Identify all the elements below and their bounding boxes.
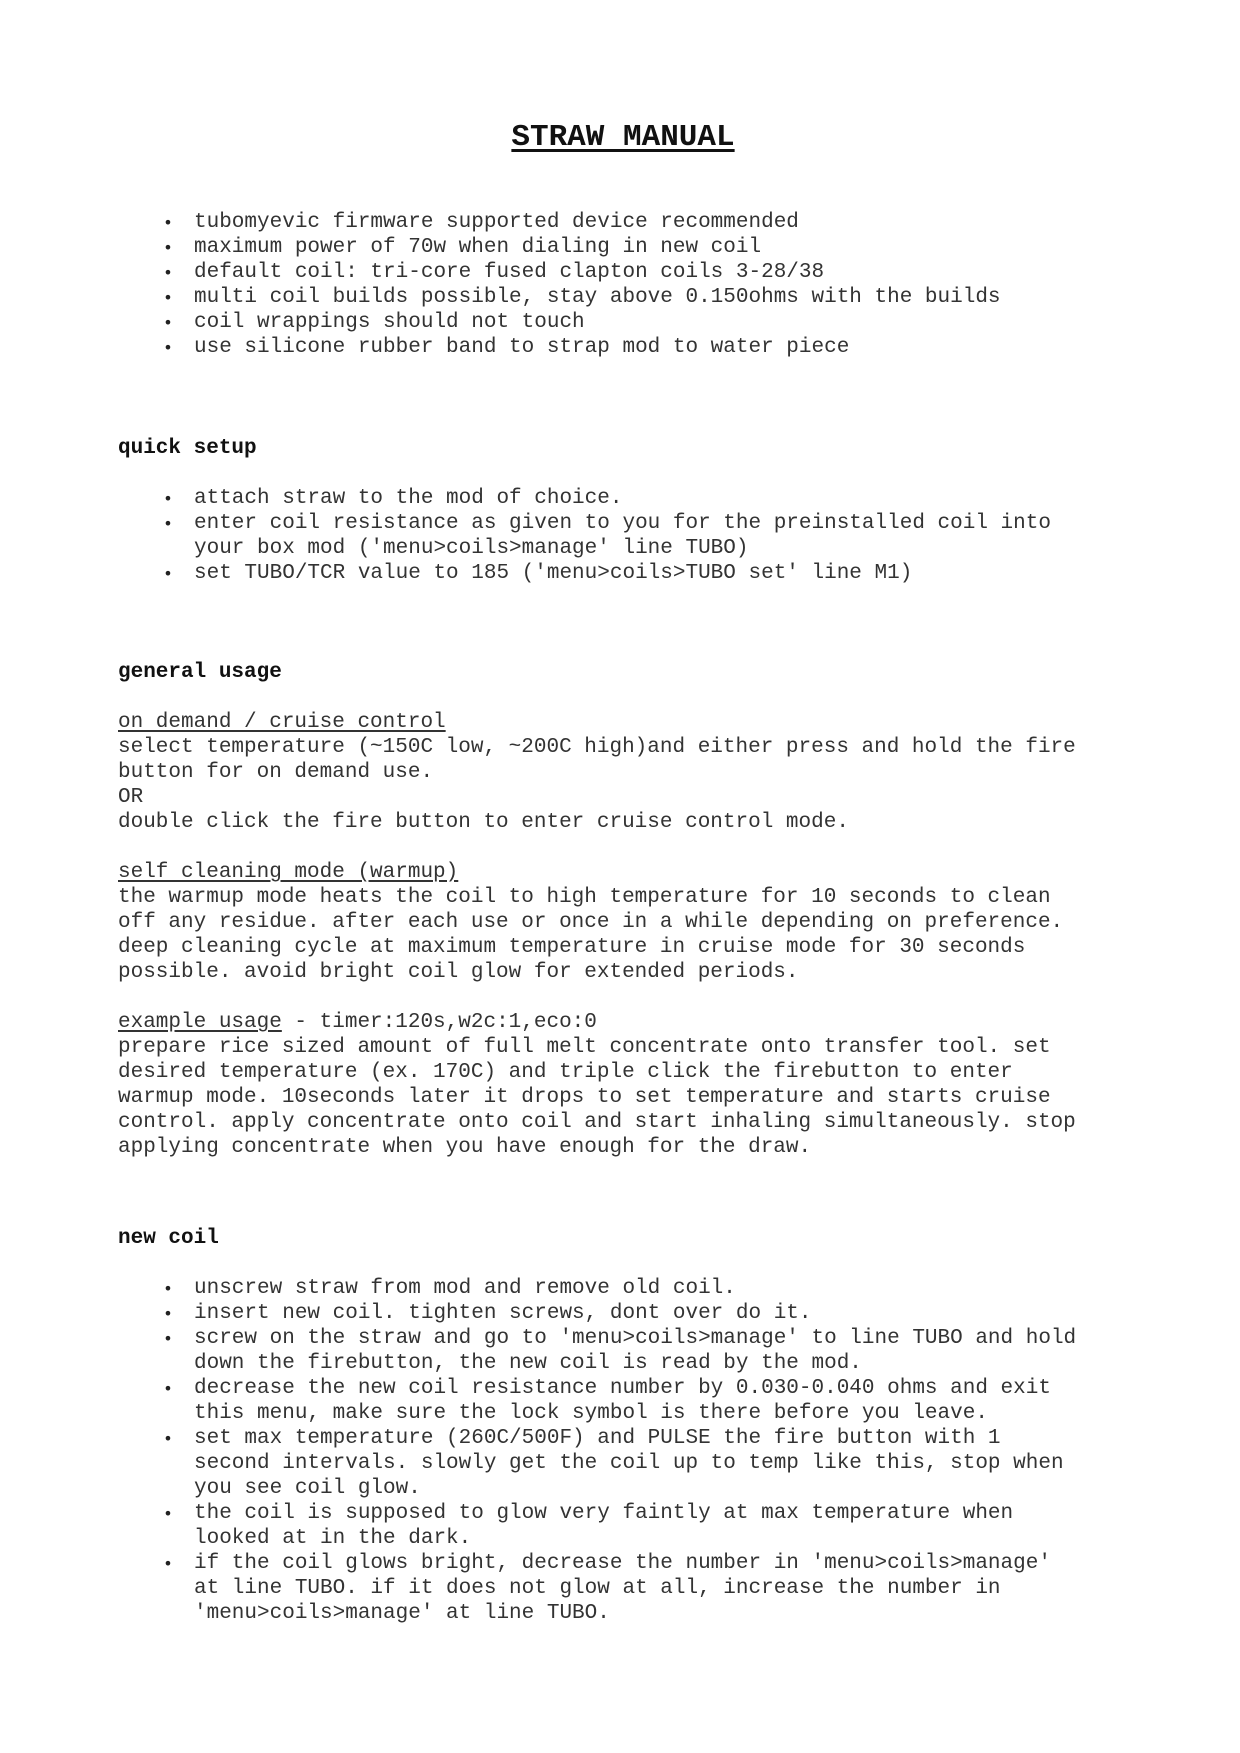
- bullet-icon: •: [163, 489, 173, 508]
- bullet-icon: •: [163, 238, 173, 257]
- bullet-icon: •: [163, 1379, 173, 1398]
- self-cleaning-text: the warmup mode heats the coil to high temperature for 10 seconds to clean off any residue. after each use or once in a while depending on preference. deep cleaning cycle at maximum temperature in cruise mode for 30 seconds possible. avoid bright coil glow for extended periods.: [118, 886, 1064, 984]
- bullet-icon: •: [163, 1279, 173, 1298]
- list-item: • maximum power of 70w when dialing in new coil: [118, 235, 1128, 260]
- bullet-icon: •: [163, 1329, 173, 1348]
- list-item: • multi coil builds possible, stay above 0.150ohms with the builds: [118, 285, 1128, 310]
- new-coil-section: [118, 1226, 1128, 1251]
- general-usage-section: [118, 660, 1128, 685]
- list-item: • default coil: tri-core fused clapton coils 3-28/38: [118, 260, 1128, 285]
- bullet-icon: •: [163, 288, 173, 307]
- list-item: • coil wrappings should not touch: [118, 310, 1128, 335]
- example-usage-settings: - timer:120s,w2c:1,eco:0: [281, 1011, 597, 1034]
- new-coil-bullet-list: [118, 1276, 1128, 1626]
- list-item: • unscrew straw from mod and remove old coil.: [118, 1276, 1128, 1301]
- intro-bullet-list: [118, 210, 1128, 360]
- quick-setup-list-wrap: [118, 486, 1128, 586]
- new-coil-heading: new coil: [118, 1227, 219, 1250]
- list-item: • the coil is supposed to glow very faintly at max temperature when looked at in the dark.: [118, 1501, 1128, 1551]
- list-item: • use silicone rubber band to strap mod to water piece: [118, 335, 1128, 360]
- self-cleaning-subheading: self cleaning mode (warmup): [118, 861, 459, 884]
- bullet-icon: •: [163, 338, 173, 357]
- bullet-icon: •: [163, 1304, 173, 1323]
- on-demand-section: [118, 710, 1128, 835]
- bullet-icon: •: [163, 213, 173, 232]
- list-item: • if the coil glows bright, decrease the number in 'menu>coils>manage' at line TUBO. if it does not glow at all, increase the number in 'menu>coils>manage' at line TUBO.: [118, 1551, 1128, 1626]
- bullet-icon: •: [163, 1504, 173, 1523]
- new-coil-list-wrap: [118, 1276, 1128, 1626]
- on-demand-subheading: on demand / cruise control: [118, 711, 446, 734]
- bullet-icon: •: [163, 313, 173, 332]
- page-title: STRAW MANUAL: [511, 120, 735, 155]
- intro-section: [118, 210, 1128, 360]
- example-usage-line: [118, 1010, 1128, 1035]
- quick-setup-section: [118, 436, 1128, 461]
- example-usage-subheading: example usage: [118, 1011, 282, 1034]
- list-item: • enter coil resistance as given to you for the preinstalled coil into your box mod ('menu>coils>manage' line TUBO): [118, 511, 1128, 561]
- example-usage-section: [118, 1010, 1128, 1160]
- list-item: • insert new coil. tighten screws, dont over do it.: [118, 1301, 1128, 1326]
- quick-setup-heading: quick setup: [118, 437, 257, 460]
- or-text: OR: [118, 786, 144, 809]
- cruise-control-text: double click the fire button to enter cruise control mode.: [118, 811, 849, 834]
- self-cleaning-section: [118, 860, 1128, 985]
- example-usage-text: prepare rice sized amount of full melt concentrate onto transfer tool. set desired temperature (ex. 170C) and triple click the firebutton to enter warmup mode. 10seconds later it drops to set temperature and starts cruise control. apply concentrate onto coil and start inhaling simultaneously. stop applying concentrate when you have enough for the draw.: [118, 1036, 1076, 1159]
- bullet-icon: •: [163, 1429, 173, 1448]
- bullet-icon: •: [163, 564, 173, 583]
- list-item: • attach straw to the mod of choice.: [118, 486, 1128, 511]
- quick-setup-bullet-list: [118, 486, 1128, 586]
- list-item: • set max temperature (260C/500F) and PULSE the fire button with 1 second intervals. slowly get the coil up to temp like this, stop when you see coil glow.: [118, 1426, 1128, 1501]
- list-item: • screw on the straw and go to 'menu>coils>manage' to line TUBO and hold down the firebutton, the new coil is read by the mod.: [118, 1326, 1128, 1376]
- bullet-icon: •: [163, 1554, 173, 1573]
- on-demand-text: select temperature (~150C low, ~200C high)and either press and hold the fire button for on demand use.: [118, 736, 1076, 784]
- list-item: • tubomyevic firmware supported device recommended: [118, 210, 1128, 235]
- bullet-icon: •: [163, 514, 173, 533]
- bullet-icon: •: [163, 263, 173, 282]
- list-item: • decrease the new coil resistance number by 0.030-0.040 ohms and exit this menu, make sure the lock symbol is there before you leave.: [118, 1376, 1128, 1426]
- general-usage-heading: general usage: [118, 661, 282, 684]
- list-item: • set TUBO/TCR value to 185 ('menu>coils>TUBO set' line M1): [118, 561, 1128, 586]
